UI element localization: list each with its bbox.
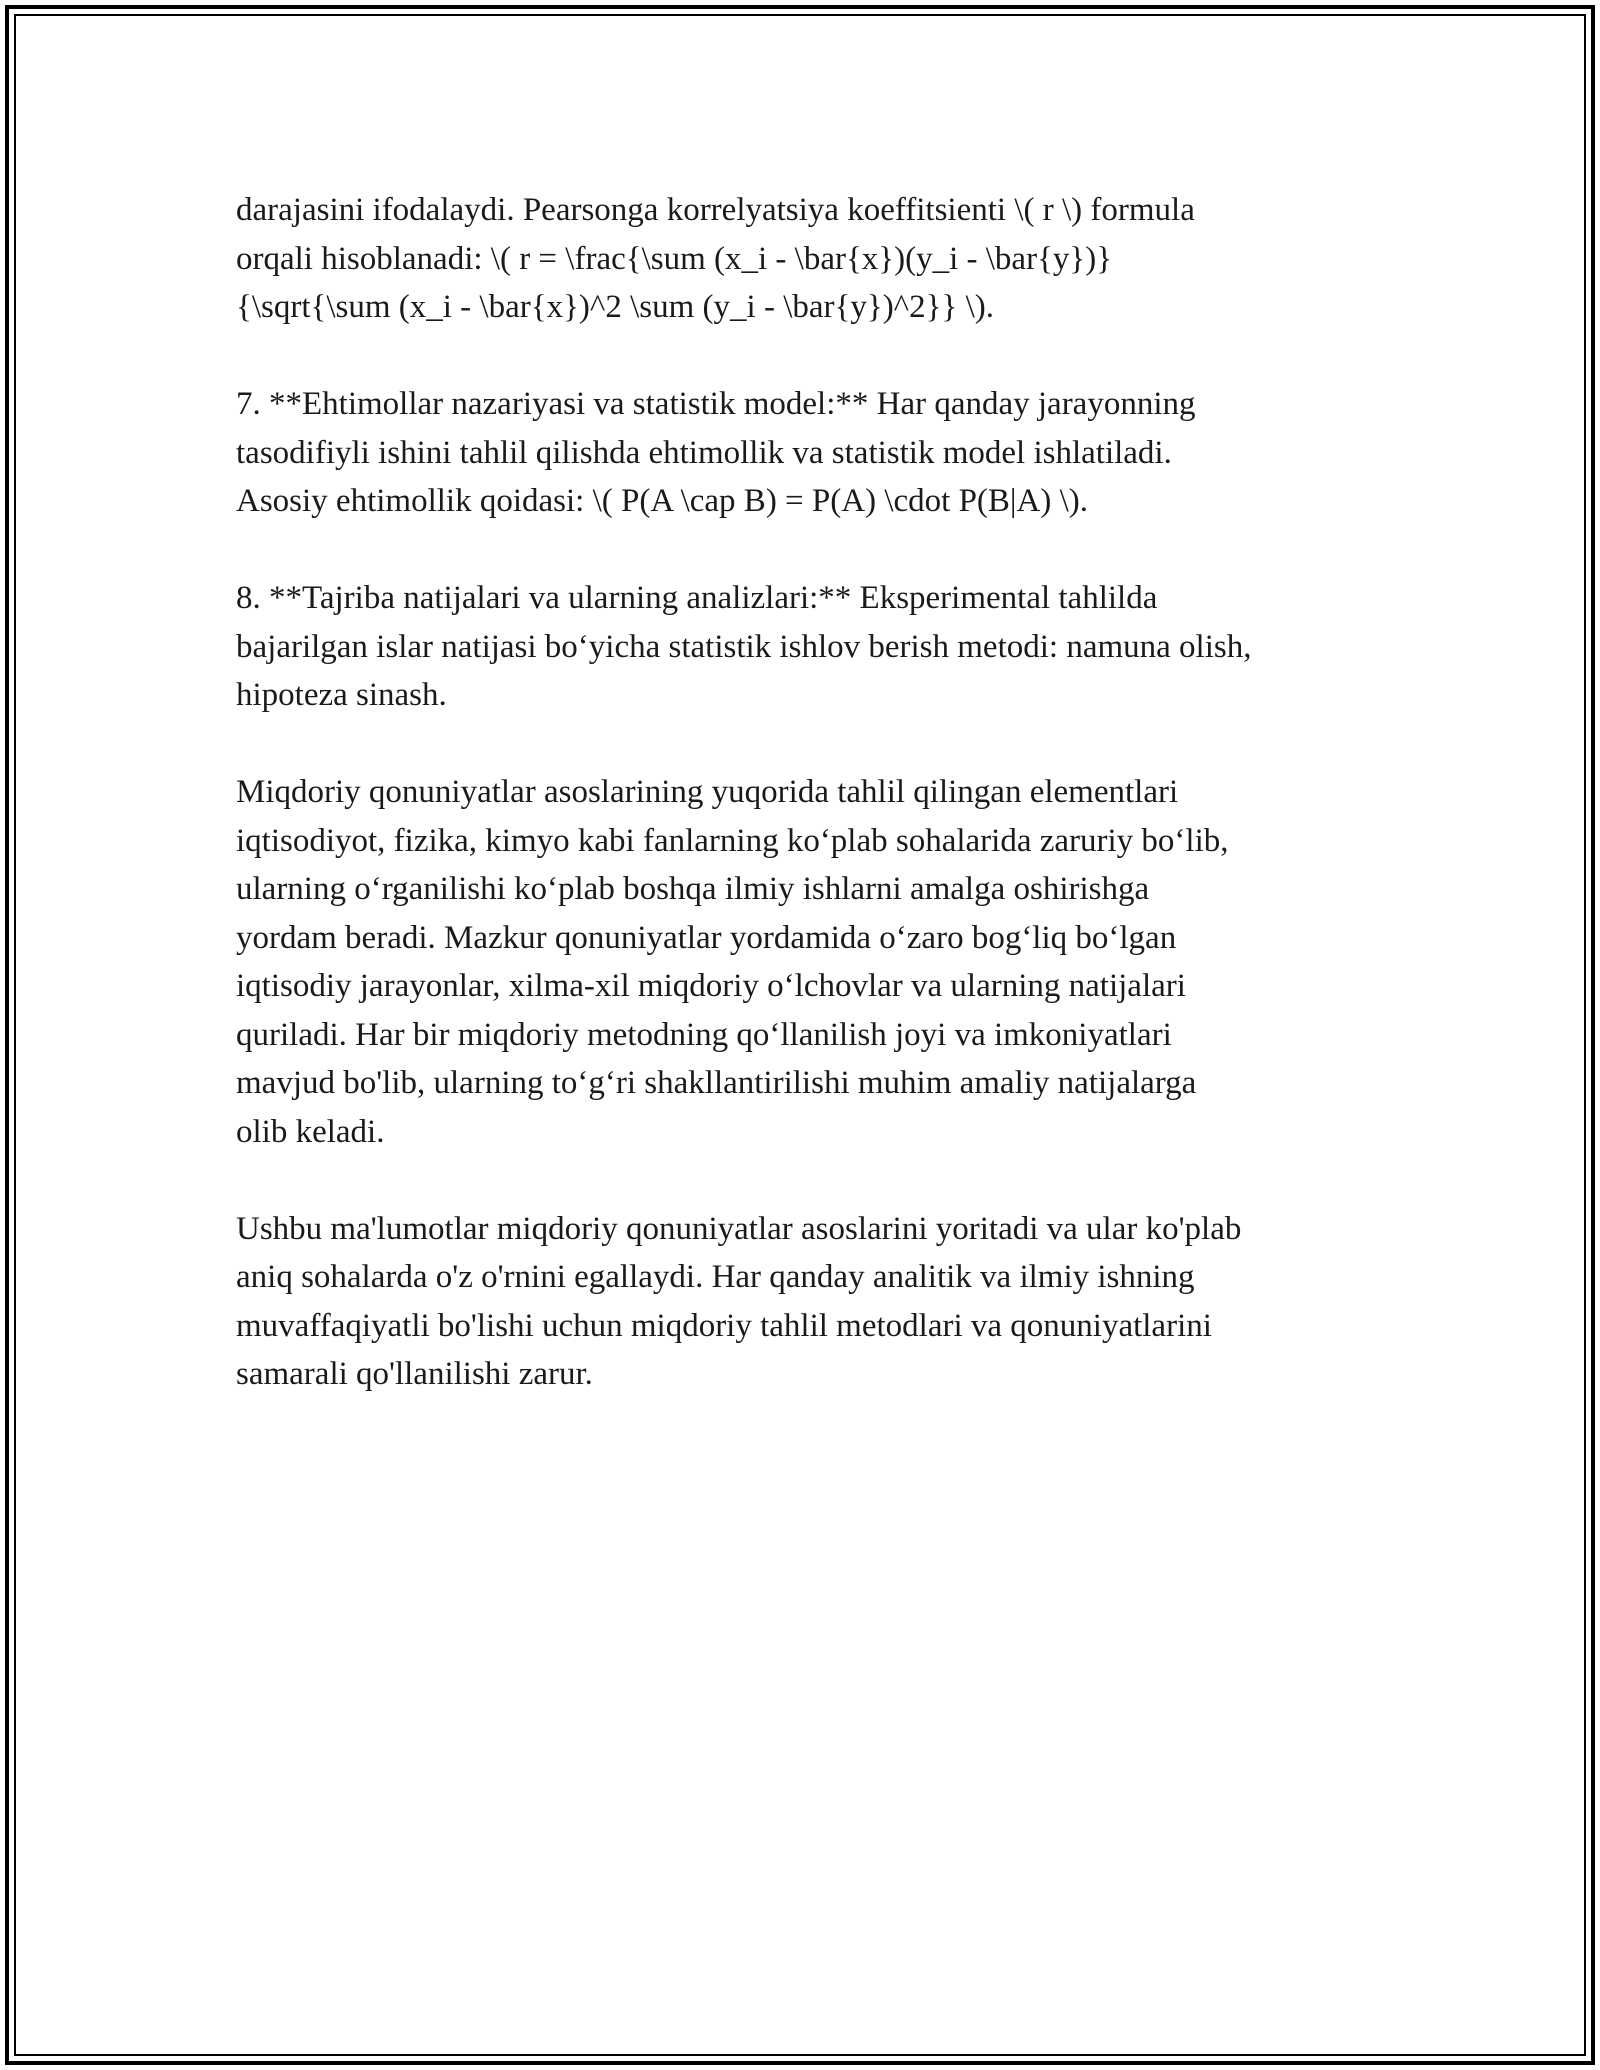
text-line: olib keladi. <box>236 1113 385 1150</box>
text-line: Ushbu ma'lumotlar miqdoriy qonuniyatlar asoslarini yoritadi va ular ko'plab <box>236 1210 1242 1247</box>
text-line: 7. **Ehtimollar nazariyasi va statistik model:** Har qanday jarayonning <box>236 386 1196 422</box>
text-line: ularning o‘rganilishi ko‘plab boshqa ilmiy ishlarni amalga oshirishga <box>236 871 1150 907</box>
text-line: tasodifiyli ishini tahlil qilishda ehtimollik va statistik model ishlatiladi. <box>236 434 1172 471</box>
document-body <box>236 186 1416 1447</box>
text-line: {\sqrt{\sum (x_i - \bar{x})^2 \sum (y_i - \bar{y})^2}} \). <box>236 289 995 325</box>
text-line: iqtisodiy jarayonlar, xilma-xil miqdoriy o‘lchovlar va ularning natijalari <box>236 968 1186 1004</box>
paragraph-item-7 <box>236 380 1416 526</box>
text-line: bajarilgan islar natijasi bo‘yicha statistik ishlov berish metodi: namuna olish, <box>236 628 1252 665</box>
text-line: aniq sohalarda o'z o'rnini egallaydi. Har qanday analitik va ilmiy ishning <box>236 1259 1195 1295</box>
text-line: iqtisodiyot, fizika, kimyo kabi fanlarning ko‘plab sohalarida zaruriy bo‘lib, <box>236 822 1229 859</box>
text-line: yordam beradi. Mazkur qonuniyatlar yordamida o‘zaro bog‘liq bo‘lgan <box>236 919 1177 956</box>
text-line: Miqdoriy qonuniyatlar asoslarining yuqorida tahlil qilingan elementlari <box>236 774 1179 810</box>
text-line: 8. **Tajriba natijalari va ularning analizlari:** Eksperimental tahlilda <box>236 580 1158 616</box>
text-line: darajasini ifodalaydi. Pearsonga korrelyatsiya koeffitsienti \( r \) formula <box>236 192 1195 228</box>
paragraph-pearson-formula <box>236 186 1416 332</box>
paragraph-conclusion <box>236 1205 1416 1399</box>
text-line: muvaffaqiyatli bo'lishi uchun miqdoriy tahlil metodlari va qonuniyatlarini <box>236 1307 1212 1344</box>
text-line: samarali qo'llanilishi zarur. <box>236 1356 593 1392</box>
paragraph-item-8 <box>236 574 1416 720</box>
text-line: Asosiy ehtimollik qoidasi: \( P(A \cap B) = P(A) \cdot P(B|A) \). <box>236 483 1089 519</box>
paragraph-summary <box>236 768 1416 1156</box>
text-line: quriladi. Har bir miqdoriy metodning qo‘llanilish joyi va imkoniyatlari <box>236 1016 1172 1053</box>
text-line: orqali hisoblanadi: \( r = \frac{\sum (x_i - \bar{x})(y_i - \bar{y})} <box>236 240 1113 277</box>
text-line: hipoteza sinash. <box>236 677 447 713</box>
text-line: mavjud bo'lib, ularning to‘g‘ri shakllantirilishi muhim amaliy natijalarga <box>236 1065 1197 1101</box>
